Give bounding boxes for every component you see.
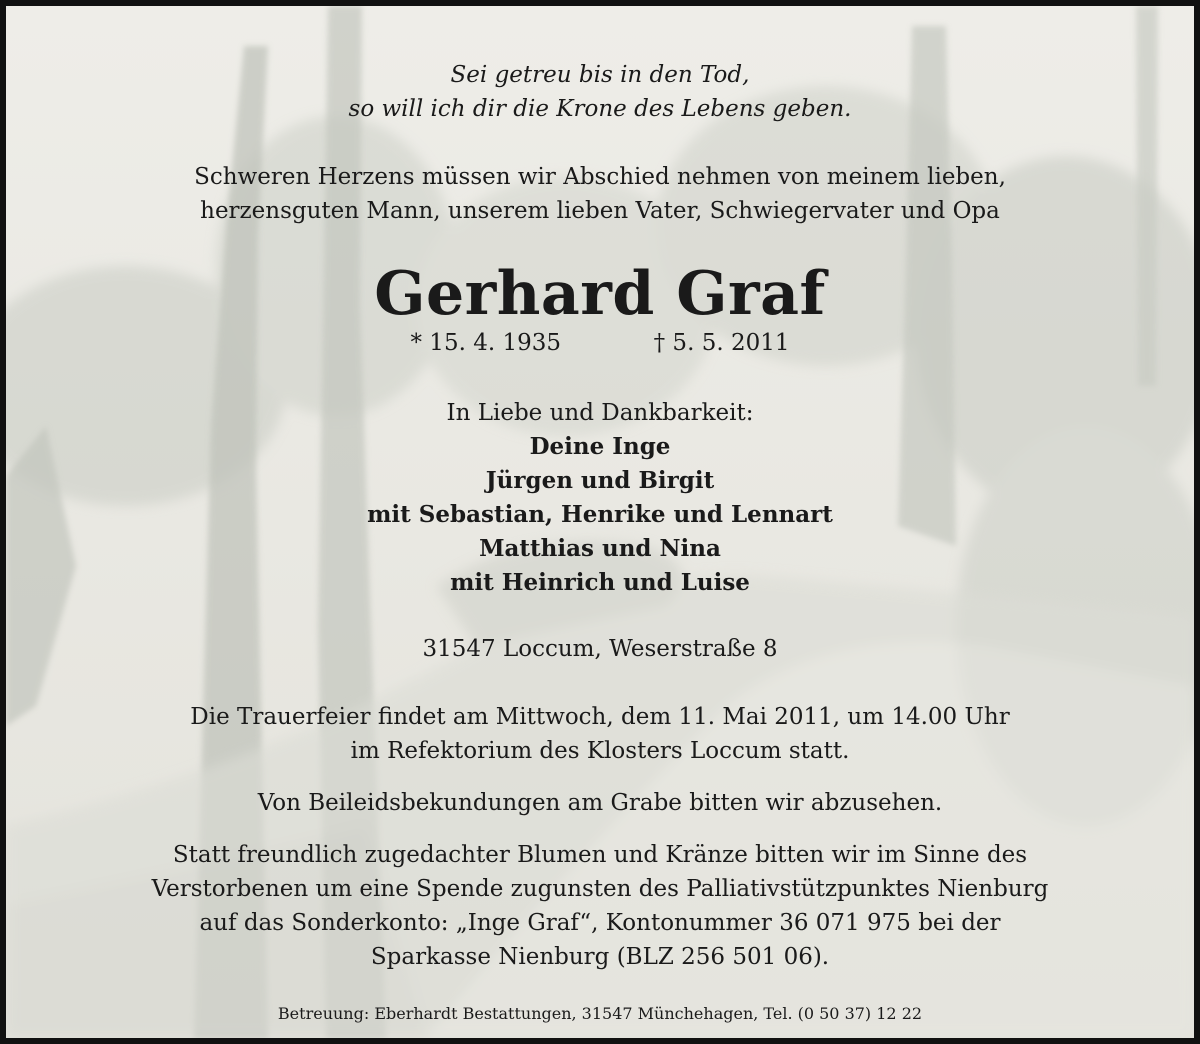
intro-line-1: Schweren Herzens müssen wir Abschied nehmen von meinem lieben, xyxy=(194,164,1006,190)
funeral-home-credit: Betreuung: Eberhardt Bestattungen, 31547 Münchehagen, Tel. (0 50 37) 12 22 xyxy=(277,1004,923,1023)
condolence-note: Von Beileidsbekundungen am Grabe bitten wir abzusehen. xyxy=(257,790,943,816)
birth-date: * 15. 4. 1935 xyxy=(410,330,561,356)
death-date: † 5. 5. 2011 xyxy=(653,330,790,356)
deceased-name: Gerhard Graf xyxy=(374,259,826,329)
mourners-heading: In Liebe und Dankbarkeit: xyxy=(446,400,754,426)
family-address: 31547 Loccum, Weserstraße 8 xyxy=(422,636,778,662)
mourner-line: Deine Inge xyxy=(529,433,671,460)
mourner-line: mit Heinrich und Luise xyxy=(450,569,750,596)
mourner-line: Matthias und Nina xyxy=(479,535,721,562)
life-dates xyxy=(6,328,1194,358)
funeral-info-line-2: im Refektorium des Klosters Loccum statt. xyxy=(350,738,850,764)
bible-verse-line-1: Sei getreu bis in den Tod, xyxy=(450,62,750,88)
bible-verse-line-2: so will ich dir die Krone des Lebens geben. xyxy=(348,96,852,122)
mourner-line: Jürgen und Birgit xyxy=(485,467,715,494)
notice-text xyxy=(6,6,1194,1038)
donation-line-3: auf das Sonderkonto: „Inge Graf“, Kontonummer 36 071 975 bei der xyxy=(199,910,1001,936)
donation-line-2: Verstorbenen um eine Spende zugunsten des Palliativstützpunktes Nienburg xyxy=(151,876,1049,902)
donation-line-1: Statt freundlich zugedachter Blumen und Kränze bitten wir im Sinne des xyxy=(172,842,1028,868)
intro-line-2: herzensguten Mann, unserem lieben Vater, Schwiegervater und Opa xyxy=(200,198,1000,224)
funeral-info-line-1: Die Trauerfeier findet am Mittwoch, dem 11. Mai 2011, um 14.00 Uhr xyxy=(190,704,1010,730)
mourner-line: mit Sebastian, Henrike und Lennart xyxy=(367,501,833,528)
donation-line-4: Sparkasse Nienburg (BLZ 256 501 06). xyxy=(370,944,830,970)
